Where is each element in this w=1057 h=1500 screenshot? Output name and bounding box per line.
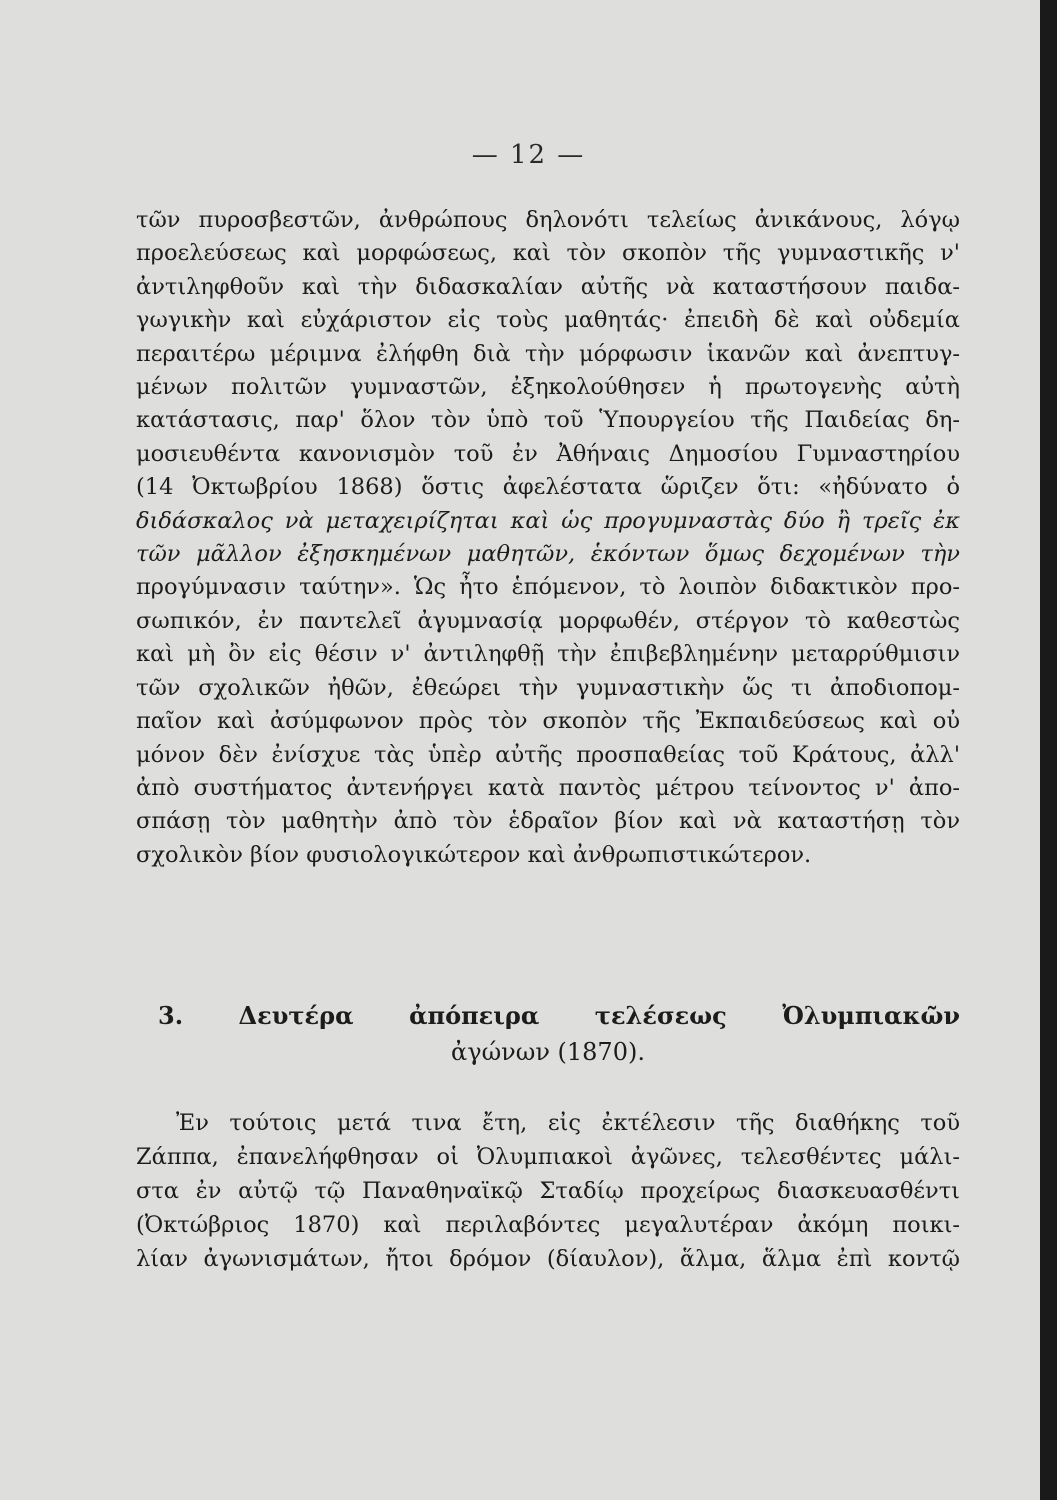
text-line: μένων πολιτῶν γυμναστῶν, ἐξηκολούθησεν ἡ πρωτογενὴς αὐτὴ — [136, 374, 960, 401]
text-line: παῖον καὶ ἀσύμφωνον πρὸς τὸν σκοπὸν τῆς Ἐκπαιδεύσεως καὶ οὐ — [136, 708, 960, 735]
text-line: στα ἐν αὐτῷ τῷ Παναθηναϊκῷ Σταδίῳ προχείρως διασκευασθέντι — [136, 1178, 960, 1204]
text-line: τῶν πυροσβεστῶν, ἀνθρώπους δηλονότι τελείως ἀνικάνους, λόγῳ — [136, 207, 960, 233]
text-line: Ἐν τούτοις μετά τινα ἔτη, εἰς ἐκτέλεσιν τῆς διαθήκης τοῦ — [176, 1110, 960, 1136]
text-line: ἀντιληφθοῦν καὶ τὴν διδασκαλίαν αὐτῆς νὰ καταστήσουν παιδα- — [136, 273, 960, 300]
text-line: Ζάππα, ἐπανελήφθησαν οἱ Ὀλυμπιακοὶ ἀγῶνες, τελεσθέντες μάλι- — [136, 1144, 960, 1170]
section-heading-subtitle: ἀγώνων (1870). — [451, 1038, 645, 1066]
text-line: προγύμνασιν ταύτην». Ὡς ἦτο ἑπόμενον, τὸ λοιπὸν διδακτικὸν προ- — [136, 574, 960, 601]
text-line: σπάσῃ τὸν μαθητὴν ἀπὸ τὸν ἑδραῖον βίον καὶ νὰ καταστήσῃ τὸν — [136, 808, 960, 835]
text-line: μοσιευθέντα κανονισμὸν τοῦ ἐν Ἀθήναις Δημοσίου Γυμναστηρίου — [136, 440, 960, 467]
text-line: τῶν σχολικῶν ἠθῶν, ἐθεώρει τὴν γυμναστικὴν ὥς τι ἀποδιοπομ- — [136, 674, 960, 701]
text-line: διδάσκαλος νὰ μεταχειρίζηται καὶ ὡς προγυμναστὰς δύο ἢ τρεῖς ἐκ — [136, 507, 960, 534]
section-heading-title: 3. Δευτέρα ἀπόπειρα τελέσεως Ὀλυμπιακῶν — [158, 1001, 960, 1030]
text-line: τῶν μᾶλλον ἐξησκημένων μαθητῶν, ἑκόντων ὅμως δεχομένων τὴν — [136, 541, 960, 568]
section-heading — [136, 998, 960, 1070]
text-line: μόνον δὲν ἐνίσχυε τὰς ὑπὲρ αὐτῆς προσπαθείας τοῦ Κράτους, ἀλλ' — [136, 741, 960, 768]
text-line: λίαν ἀγωνισμάτων, ἤτοι δρόμον (δίαυλον), ἅλμα, ἅλμα ἐπὶ κοντῷ — [136, 1246, 960, 1272]
text-line: ἀπὸ συστήματος ἀντενήργει κατὰ παντὸς μέτρου τείνοντος ν' ἀπο- — [136, 774, 960, 801]
text-line: (14 Ὀκτωβρίου 1868) ὅστις ἀφελέστατα ὥριζεν ὅτι: «ἠδύνατο ὁ — [136, 474, 960, 501]
text-line: γωγικὴν καὶ εὐχάριστον εἰς τοὺς μαθητάς· ἐπειδὴ δὲ καὶ οὐδεμία — [136, 307, 960, 334]
page-number: — 12 — — [471, 140, 586, 170]
text-line: σωπικόν, ἐν παντελεῖ ἀγυμνασίᾳ μορφωθέν, στέργον τὸ καθεστὼς — [136, 607, 960, 634]
text-line: καὶ μὴ ὂν εἰς θέσιν ν' ἀντιληφθῇ τὴν ἐπιβεβλημένην μεταρρύθμισιν — [136, 641, 960, 668]
paragraph-1 — [136, 204, 960, 872]
scan-edge — [1040, 0, 1057, 1500]
text-line: (Ὀκτώβριος 1870) καὶ περιλαβόντες μεγαλυτέραν ἀκόμη ποικι- — [136, 1212, 960, 1238]
text-line: περαιτέρω μέριμνα ἐλήφθη διὰ τὴν μόρφωσιν ἱκανῶν καὶ ἀνεπτυγ- — [136, 340, 960, 367]
text-line: προελεύσεως καὶ μορφώσεως, καὶ τὸν σκοπὸν τῆς γυμναστικῆς ν' — [136, 240, 960, 267]
text-line: σχολικὸν βίον φυσιολογικώτερον καὶ ἀνθρωπιστικώτερον. — [136, 841, 812, 868]
text-line: κατάστασις, παρ' ὅλον τὸν ὑπὸ τοῦ Ὑπουργείου τῆς Παιδείας δη- — [136, 407, 960, 434]
paragraph-2 — [136, 1106, 960, 1276]
